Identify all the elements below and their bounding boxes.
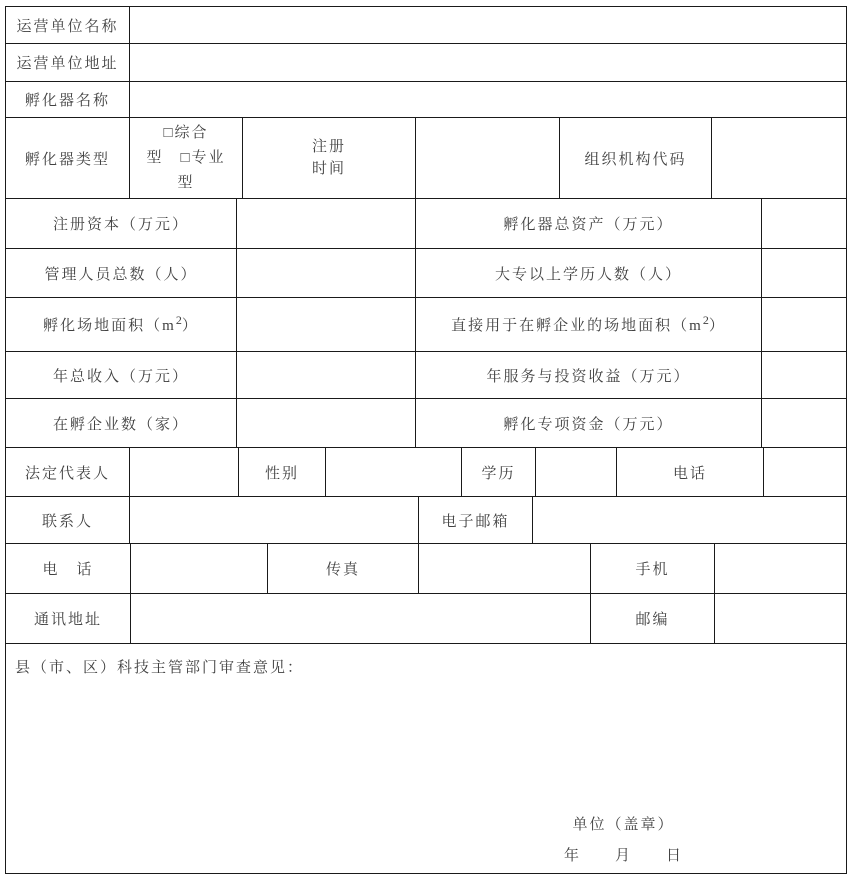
email-input[interactable] <box>533 497 846 543</box>
legal-rep-label: 法定代表人 <box>6 448 130 496</box>
education-label: 学历 <box>462 448 536 496</box>
contact-label: 联系人 <box>6 497 130 543</box>
row-legal-representative <box>6 448 846 497</box>
college-degree-input[interactable] <box>762 249 846 297</box>
row-mailing-address <box>6 594 846 644</box>
superscript-2: 2 <box>175 313 182 327</box>
type-option-line-2: 型 □专业 <box>146 149 226 166</box>
fax-label: 传真 <box>268 544 419 593</box>
incubator-name-input[interactable] <box>130 82 846 117</box>
mobile-label: 手机 <box>591 544 715 593</box>
row-incubation-area <box>6 298 846 352</box>
education-input[interactable] <box>536 448 617 496</box>
annual-income-input[interactable] <box>237 352 416 398</box>
special-fund-input[interactable] <box>762 399 846 447</box>
incubator-name-label: 孵化器名称 <box>6 82 130 117</box>
tenant-area-input[interactable] <box>762 298 846 351</box>
signature-block <box>564 810 683 871</box>
mailing-address-label: 通讯地址 <box>6 594 131 643</box>
tenant-count-label: 在孵企业数（家） <box>6 399 237 447</box>
registration-time-input[interactable] <box>416 118 560 198</box>
email-label: 电子邮箱 <box>419 497 533 543</box>
college-degree-label: 大专以上学历人数（人） <box>416 249 762 297</box>
type-option-line-3: 型 <box>177 174 195 191</box>
row-incubator-name <box>6 82 846 118</box>
tenant-area-label: 直接用于在孵企业的场地面积$(m^2)$ <box>416 298 762 351</box>
incubator-type-options[interactable] <box>130 118 243 198</box>
phone-input[interactable] <box>131 544 268 593</box>
row-operating-unit-address <box>6 44 846 82</box>
contact-input[interactable] <box>130 497 419 543</box>
mailing-address-input[interactable] <box>131 594 591 643</box>
service-investment-income-input[interactable] <box>762 352 846 398</box>
row-contact-person <box>6 497 846 544</box>
total-assets-label: 孵化器总资产（万元） <box>416 199 762 248</box>
gender-label: 性别 <box>239 448 326 496</box>
date-line: 年 月 日 <box>564 848 684 864</box>
phone-label: 电 话 <box>6 544 131 593</box>
row-operating-unit-name <box>6 7 846 44</box>
org-code-input[interactable] <box>712 118 846 198</box>
zip-label: 邮编 <box>591 594 715 643</box>
fax-input[interactable] <box>419 544 591 593</box>
total-assets-input[interactable] <box>762 199 846 248</box>
mobile-input[interactable] <box>715 544 846 593</box>
operating-unit-name-input[interactable] <box>130 7 846 43</box>
org-code-label: 组织机构代码 <box>560 118 712 198</box>
operating-unit-address-input[interactable] <box>130 44 846 81</box>
registered-capital-label: 注册资本（万元） <box>6 199 237 248</box>
tenant-count-input[interactable] <box>237 399 416 447</box>
annual-income-label: 年总收入（万元） <box>6 352 237 398</box>
row-incubator-type <box>6 118 846 199</box>
row-management-staff <box>6 249 846 298</box>
row-phone-fax-mobile <box>6 544 846 594</box>
superscript-2: 2 <box>702 313 709 327</box>
row-tenant-count <box>6 399 846 448</box>
zip-input[interactable] <box>715 594 846 643</box>
management-staff-input[interactable] <box>237 249 416 297</box>
row-review-opinion <box>6 644 846 871</box>
incubator-application-form <box>5 6 847 874</box>
service-investment-income-label: 年服务与投资收益（万元） <box>416 352 762 398</box>
legal-rep-input[interactable] <box>130 448 239 496</box>
incubation-area-input[interactable] <box>237 298 416 351</box>
gender-input[interactable] <box>326 448 462 496</box>
registration-time-label: 注册时间 <box>243 118 416 198</box>
legal-rep-phone-input[interactable] <box>764 448 846 496</box>
registered-capital-input[interactable] <box>237 199 416 248</box>
operating-unit-address-label: 运营单位地址 <box>6 44 130 81</box>
review-title: 县（市、区）科技主管部门审查意见： <box>15 660 305 676</box>
row-annual-income <box>6 352 846 399</box>
row-registered-capital <box>6 199 846 249</box>
type-option-line-1: □综合 <box>163 124 209 141</box>
incubation-area-label: 孵化场地面积$(m^2)$ <box>6 298 237 351</box>
management-staff-label: 管理人员总数（人） <box>6 249 237 297</box>
review-comment-area[interactable] <box>6 644 846 871</box>
unit-seal-line: 单位（盖章） <box>572 817 675 833</box>
legal-rep-phone-label: 电话 <box>617 448 764 496</box>
special-fund-label: 孵化专项资金（万元） <box>416 399 762 447</box>
operating-unit-name-label: 运营单位名称 <box>6 7 130 43</box>
incubator-type-label: 孵化器类型 <box>6 118 130 198</box>
